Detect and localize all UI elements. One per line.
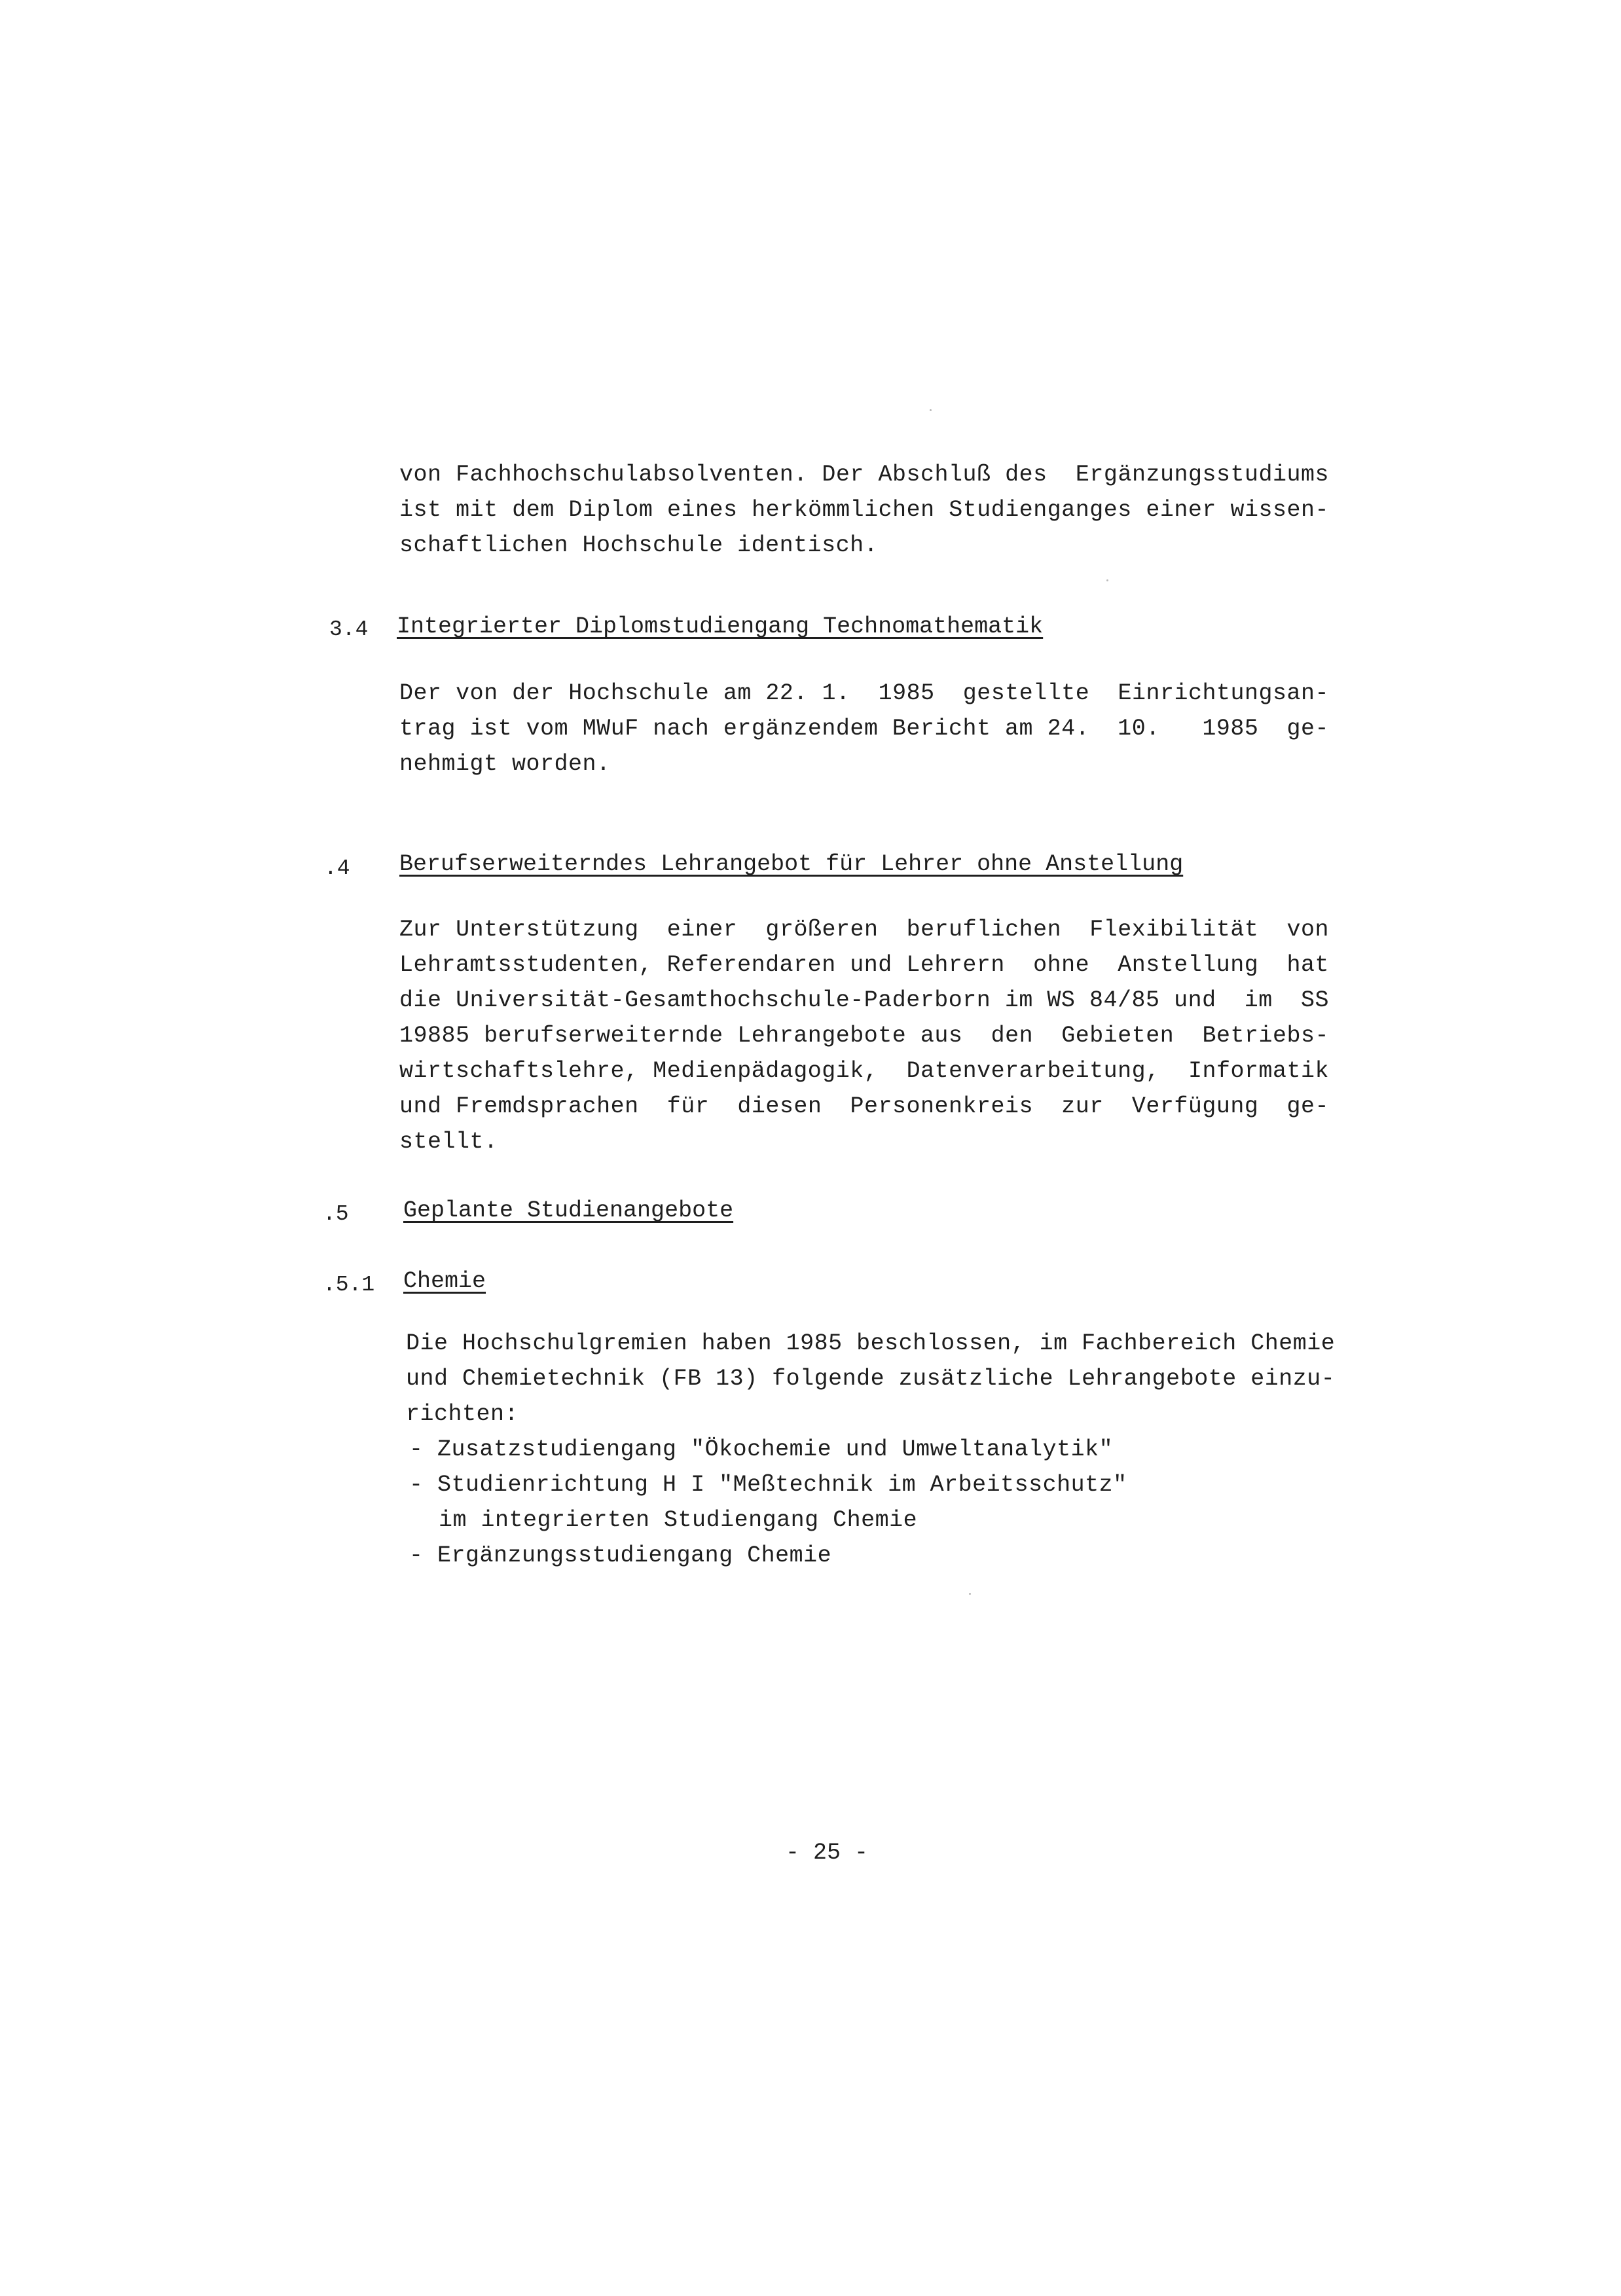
intro-line-2: ist mit dem Diplom eines herkömmlichen Studienganges einer wissen-: [399, 497, 1329, 523]
section-4-line-5: wirtschaftslehre, Medienpädagogik, Datenverarbeitung, Informatik: [399, 1058, 1329, 1084]
section-5-title: Geplante Studienangebote: [403, 1197, 734, 1224]
scan-speck: [969, 1593, 971, 1595]
section-5-1-title: Chemie: [403, 1268, 486, 1294]
section-4-line-1: Zur Unterstützung einer größeren beruflichen Flexibilität von: [399, 917, 1329, 943]
scan-speck: [930, 409, 932, 411]
section-4-line-6: und Fremdsprachen für diesen Personenkreis zur Verfügung ge-: [399, 1093, 1329, 1120]
section-5-number: .5: [323, 1202, 349, 1226]
section-4-line-3: die Universität-Gesamthochschule-Paderborn im WS 84/85 und im SS: [399, 987, 1329, 1013]
section-4-line-7: stellt.: [399, 1129, 498, 1155]
list-item: - Ergänzungsstudiengang Chemie: [409, 1542, 832, 1569]
section-5-1-line-3: richten:: [406, 1401, 519, 1427]
list-item-continuation: im integrierten Studiengang Chemie: [439, 1507, 918, 1533]
section-4-line-2: Lehramtsstudenten, Referendaren und Lehrern ohne Anstellung hat: [399, 952, 1329, 978]
section-4-paragraph: [399, 912, 1329, 1159]
section-5-1-list: [409, 1432, 1127, 1573]
section-5-1-paragraph: [406, 1326, 1336, 1432]
section-3-4-title: Integrierter Diplomstudiengang Technomathematik: [397, 613, 1044, 640]
section-5-1-line-2: und Chemietechnik (FB 13) folgende zusätzliche Lehrangebote einzu-: [406, 1366, 1336, 1392]
section-4-number: .4: [324, 856, 350, 881]
section-4-line-4: 19885 berufserweiternde Lehrangebote aus den Gebieten Betriebs-: [399, 1023, 1329, 1049]
page-number: - 25 -: [786, 1840, 869, 1866]
section-4-title: Berufserweiterndes Lehrangebot für Lehrer ohne Anstellung: [399, 851, 1184, 877]
section-3-4-line-3: nehmigt worden.: [399, 751, 611, 777]
list-item: - Studienrichtung H I "Meßtechnik im Arbeitsschutz": [409, 1472, 1127, 1498]
section-3-4-number: 3.4: [329, 617, 369, 642]
section-3-4-paragraph: [399, 676, 1329, 782]
section-3-4-line-1: Der von der Hochschule am 22. 1. 1985 gestellte Einrichtungsan-: [399, 680, 1329, 706]
scan-speck: [1106, 579, 1108, 581]
intro-paragraph: [399, 457, 1329, 563]
section-3-4-line-2: trag ist vom MWuF nach ergänzendem Bericht am 24. 10. 1985 ge-: [399, 716, 1329, 742]
list-item: - Zusatzstudiengang "Ökochemie und Umweltanalytik": [409, 1436, 1114, 1463]
intro-line-1: von Fachhochschulabsolventen. Der Abschluß des Ergänzungsstudiums: [399, 462, 1329, 488]
section-5-1-number: .5.1: [323, 1273, 375, 1297]
section-5-1-line-1: Die Hochschulgremien haben 1985 beschlossen, im Fachbereich Chemie: [406, 1330, 1336, 1357]
intro-line-3: schaftlichen Hochschule identisch.: [399, 532, 879, 558]
